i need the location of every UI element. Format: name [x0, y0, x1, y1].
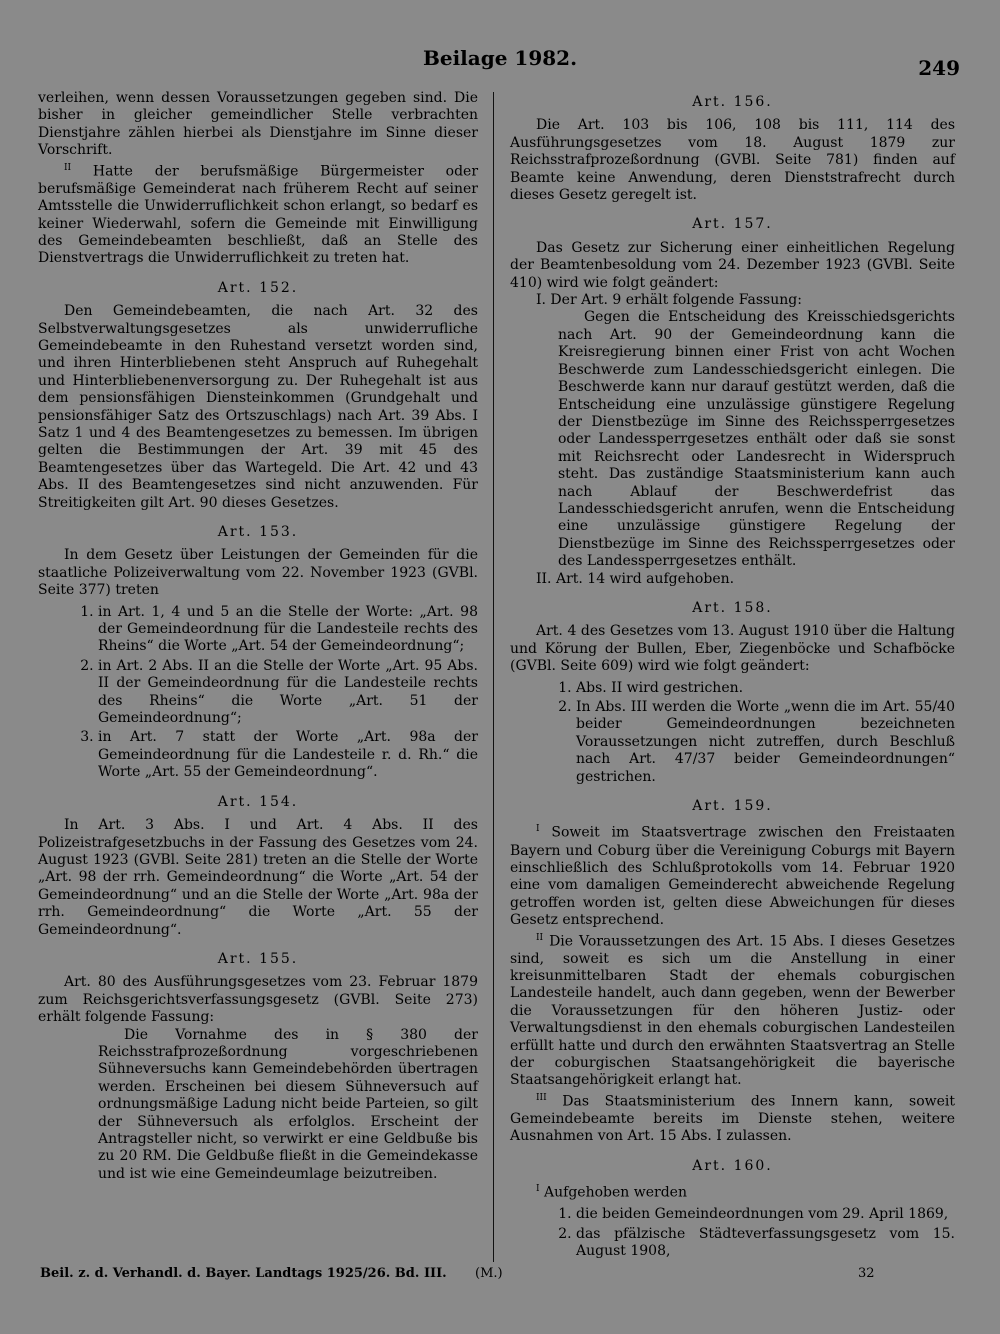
left-column [38, 90, 478, 1183]
list-item: II. Art. 14 wird aufgehoben. [536, 570, 735, 587]
right-column [510, 90, 955, 1264]
article-heading: Art. 158. [692, 599, 773, 616]
paragraph: verleihen, wenn dessen Voraussetzungen gegeben sind. Die bisher in gleicher gemeindlicher Stelle verbrachten Dienstjahre zählen hierbei als Dienstjahre im Sinne dieser Vorschrift. [38, 90, 478, 159]
article-heading: Art. 156. [692, 94, 773, 110]
article-text: Die Art. 103 bis 106, 108 bis 111, 114 des Ausführungsgesetzes vom 18. August 1879 zur Reichsstrafprozeßordnung (GVBl. Seite 781) finden auf Beamte keine Anwendung, deren Dienststrafrecht durch dieses Gesetz geregelt ist. [510, 117, 955, 204]
article-heading: Art. 155. [217, 950, 299, 967]
quoted-text: Gegen die Entscheidung des Kreisschiedsgerichts nach Art. 90 der Gemeindeordnung kann die Kreisregierung binnen einer Frist von acht Wochen Beschwerde zum Landesschiedsgericht einlegen. Die Beschwerde kann nur darauf gestützt werden, daß die Entscheidung eine unzulässige günstigere Regelung der Dienstbezüge im Sinne des Reichssperrgesetzes oder Landessperrgesetzes enthält oder daß sie sonst mit Reichsrecht oder Landesrecht in Widerspruch steht. Das zuständige Staatsministerium kann auch nach Ablauf der Beschwerdefrist das Landesschiedsgericht anrufen, wenn die Entscheidung eine unzulässige günstigere Regelung der Dienstbezüge im Sinne des Reichssperrgesetzes oder des Landessperrgesetzes enthält. [558, 309, 955, 570]
list-item: 3. in Art. 7 statt der Worte „Art. 98a der Gemeindeordnung für die Landesteile r. d. Rh.“ die Worte „Art. 55 der Gemeindeordnung“. [98, 729, 478, 781]
page-header-title: Beilage 1982. [422, 46, 578, 70]
paragraph-number: I [536, 824, 540, 835]
paragraph-text: Hatte der berufsmäßige Bürgermeister oder berufsmäßige Gemeinderat nach früherem Recht auf seiner Amtsstelle die Unwiderruflichkeit schon erlangt, so bedarf es keiner Wiederwahl, sofern die Gemeinde mit Einwilligung des Gemeindebeamten beschließt, daß an Stelle des Dienstvertrags die Unwiderruflichkeit zu treten hat. [38, 163, 479, 267]
paragraph [510, 1181, 955, 1202]
quoted-block [38, 1027, 478, 1184]
article-text: Art. 4 des Gesetzes vom 13. August 1910 über die Haltung und Körung der Bullen, Eber, Ziegenböcke und Schafböcke (GVBl. Seite 609) wird wie folgt geändert: [510, 623, 955, 675]
column-divider [493, 92, 494, 1262]
list-item: I. Der Art. 9 erhält folgende Fassung: [536, 292, 802, 309]
article-heading: Art. 160. [692, 1157, 773, 1174]
footer-sheet-number: 32 [858, 1266, 875, 1281]
article-text: Art. 80 des Ausführungsgesetzes vom 23. Februar 1879 zum Reichsgerichtsverfassungsgesetz (GVBl. Seite 273) erhält folgende Fassung: [38, 974, 478, 1026]
paragraph-text: Das Staatsministerium des Innern kann, soweit Gemeindebeamte bereits im Dienste stehen, weitere Ausnahmen von Art. 15 Abs. I zulassen. [510, 1093, 955, 1145]
list-item: 2. In Abs. III werden die Worte „wenn die im Art. 55/40 beider Gemeindeordnungen bezeichneten Voraussetzungen nicht zutreffen, durch Beschluß nach Art. 47/37 beider Gemeindeordnungen“ gestrichen. [576, 699, 955, 786]
list-item: 2. das pfälzische Städteverfassungsgesetz vom 15. August 1908, [576, 1226, 955, 1261]
article-heading: Art. 159. [692, 798, 773, 815]
article-text: In dem Gesetz über Leistungen der Gemeinden für die staatliche Polizeiverwaltung vom 22. November 1923 (GVBl. Seite 377) treten [38, 547, 478, 599]
quoted-text: Die Vornahme des in § 380 der Reichsstrafprozeßordnung vorgeschriebenen Sühneversuchs kann Gemeindebehörden übertragen werden. Erscheinen bei diesem Sühneversuch auf ordnungsmäßige Ladung nicht beide Parteien, so gilt der Sühneversuch als erfolglos. Erscheint der Antragsteller nicht, so verwirkt er eine Geldbuße bis zu 20 RM. Die Geldbuße fließt in die Gemeindekasse und ist wie eine Gemeindeumlage beizutreiben. [98, 1026, 478, 1182]
footer-mark: (M.) [475, 1266, 503, 1281]
article-text: Das Gesetz zur Sicherung einer einheitlichen Regelung der Beamtenbesoldung vom 24. Dezember 1923 (GVBl. Seite 410) wird wie folgt geändert: [510, 239, 955, 291]
article-heading: Art. 154. [217, 793, 299, 810]
list-item: 2. in Art. 2 Abs. II an die Stelle der Worte „Art. 95 Abs. II der Gemeindeordnung für die Landesteile rechts des Rheins“ die Worte „Art. 51 der Gemeindeordnung“; [98, 658, 478, 728]
paragraph-text: Soweit im Staatsvertrage zwischen den Freistaaten Bayern und Coburg über die Vereinigung Coburgs mit Bayern einschließlich des Schlußprotokolls vom 14. Februar 1920 eine vom damaligen Gemeinderecht abweichende Regelung getroffen worden ist, gelten diese Abweichungen für dieses Gesetz entsprechend. [510, 825, 955, 929]
article-list [38, 604, 478, 782]
article-text: Den Gemeindebeamten, die nach Art. 32 des Selbstverwaltungsgesetzes als unwiderrufliche Gemeindebeamte in den Ruhestand versetzt worden sind, und ihren Hinterbliebenen steht Anspruch auf Ruhegehalt und Hinterbliebenenversorgung zu. Der Ruhegehalt ist aus dem pensionsfähigen Diensteinkommen (Grundgehalt und pensionsfähiger Satz des Ortszuschlags) nach Art. 39 Abs. I Satz 1 und 4 des Beamtengesetzes zu bemessen. Im übrigen gelten die Bestimmungen der Art. 39 mit 45 des Beamtengesetzes über das Wartegeld. Die Art. 42 und 43 Abs. II des Beamtengesetzes sind nicht anzuwenden. Für Streitigkeiten gilt Art. 90 dieses Gesetzes. [38, 303, 478, 511]
paragraph-number: III [536, 1092, 547, 1103]
quoted-block [510, 309, 955, 570]
paragraph [38, 160, 478, 268]
list-item: 1. in Art. 1, 4 und 5 an die Stelle der Worte: „Art. 98 der Gemeindeordnung für die Landesteile rechts des Rheins“ die Worte „Art. 54 der Gemeindeordnung“; [98, 604, 478, 656]
paragraph [510, 821, 955, 929]
paragraph [510, 930, 955, 1090]
footer-source: Beil. z. d. Verhandl. d. Bayer. Landtags 1925/26. Bd. III. [40, 1266, 447, 1281]
paragraph-number: I [536, 1184, 540, 1195]
article-heading: Art. 153. [217, 524, 299, 540]
paragraph-number: II [536, 932, 544, 943]
paragraph-number: II [64, 162, 72, 173]
article-heading: Art. 152. [217, 279, 299, 296]
paragraph [510, 1090, 955, 1146]
paragraph-text: Aufgehoben werden [544, 1184, 687, 1201]
page-number: 249 [918, 56, 960, 80]
article-list [510, 680, 955, 786]
list-item: 1. die beiden Gemeindeordnungen vom 29. April 1869, [576, 1206, 955, 1223]
article-heading: Art. 157. [692, 216, 773, 233]
article-text: In Art. 3 Abs. I und Art. 4 Abs. II des Polizeistrafgesetzbuchs in der Fassung des Gesetzes vom 24. August 1923 (GVBl. Seite 281) treten an die Stelle der Worte „Art. 98 der rrh. Gemeindeordnung“ die Worte „Art. 54 der Gemeindeordnung“ und an die Stelle der Worte „Art. 98a der rrh. Gemeindeordnung“ die Worte „Art. 55 der Gemeindeordnung“. [38, 817, 478, 938]
article-list [510, 1206, 955, 1260]
list-item: 1. Abs. II wird gestrichen. [576, 680, 955, 697]
paragraph-text: Die Voraussetzungen des Art. 15 Abs. I dieses Gesetzes sind, soweit es sich um die Anstellung in einer kreisunmittelbaren Stadt der ehemals coburgischen Landesteile handelt, auch dann gegeben, wenn der Bewerber die Voraussetzungen für den höheren Justiz- oder Verwaltungsdienst in den ehemals coburgischen Landesteilen erfüllt hatte und durch den erwähnten Staatsvertrag an Stelle der coburgischen Staatsangehörigkeit die bayerische Staatsangehörigkeit erlangt hat. [510, 933, 955, 1089]
